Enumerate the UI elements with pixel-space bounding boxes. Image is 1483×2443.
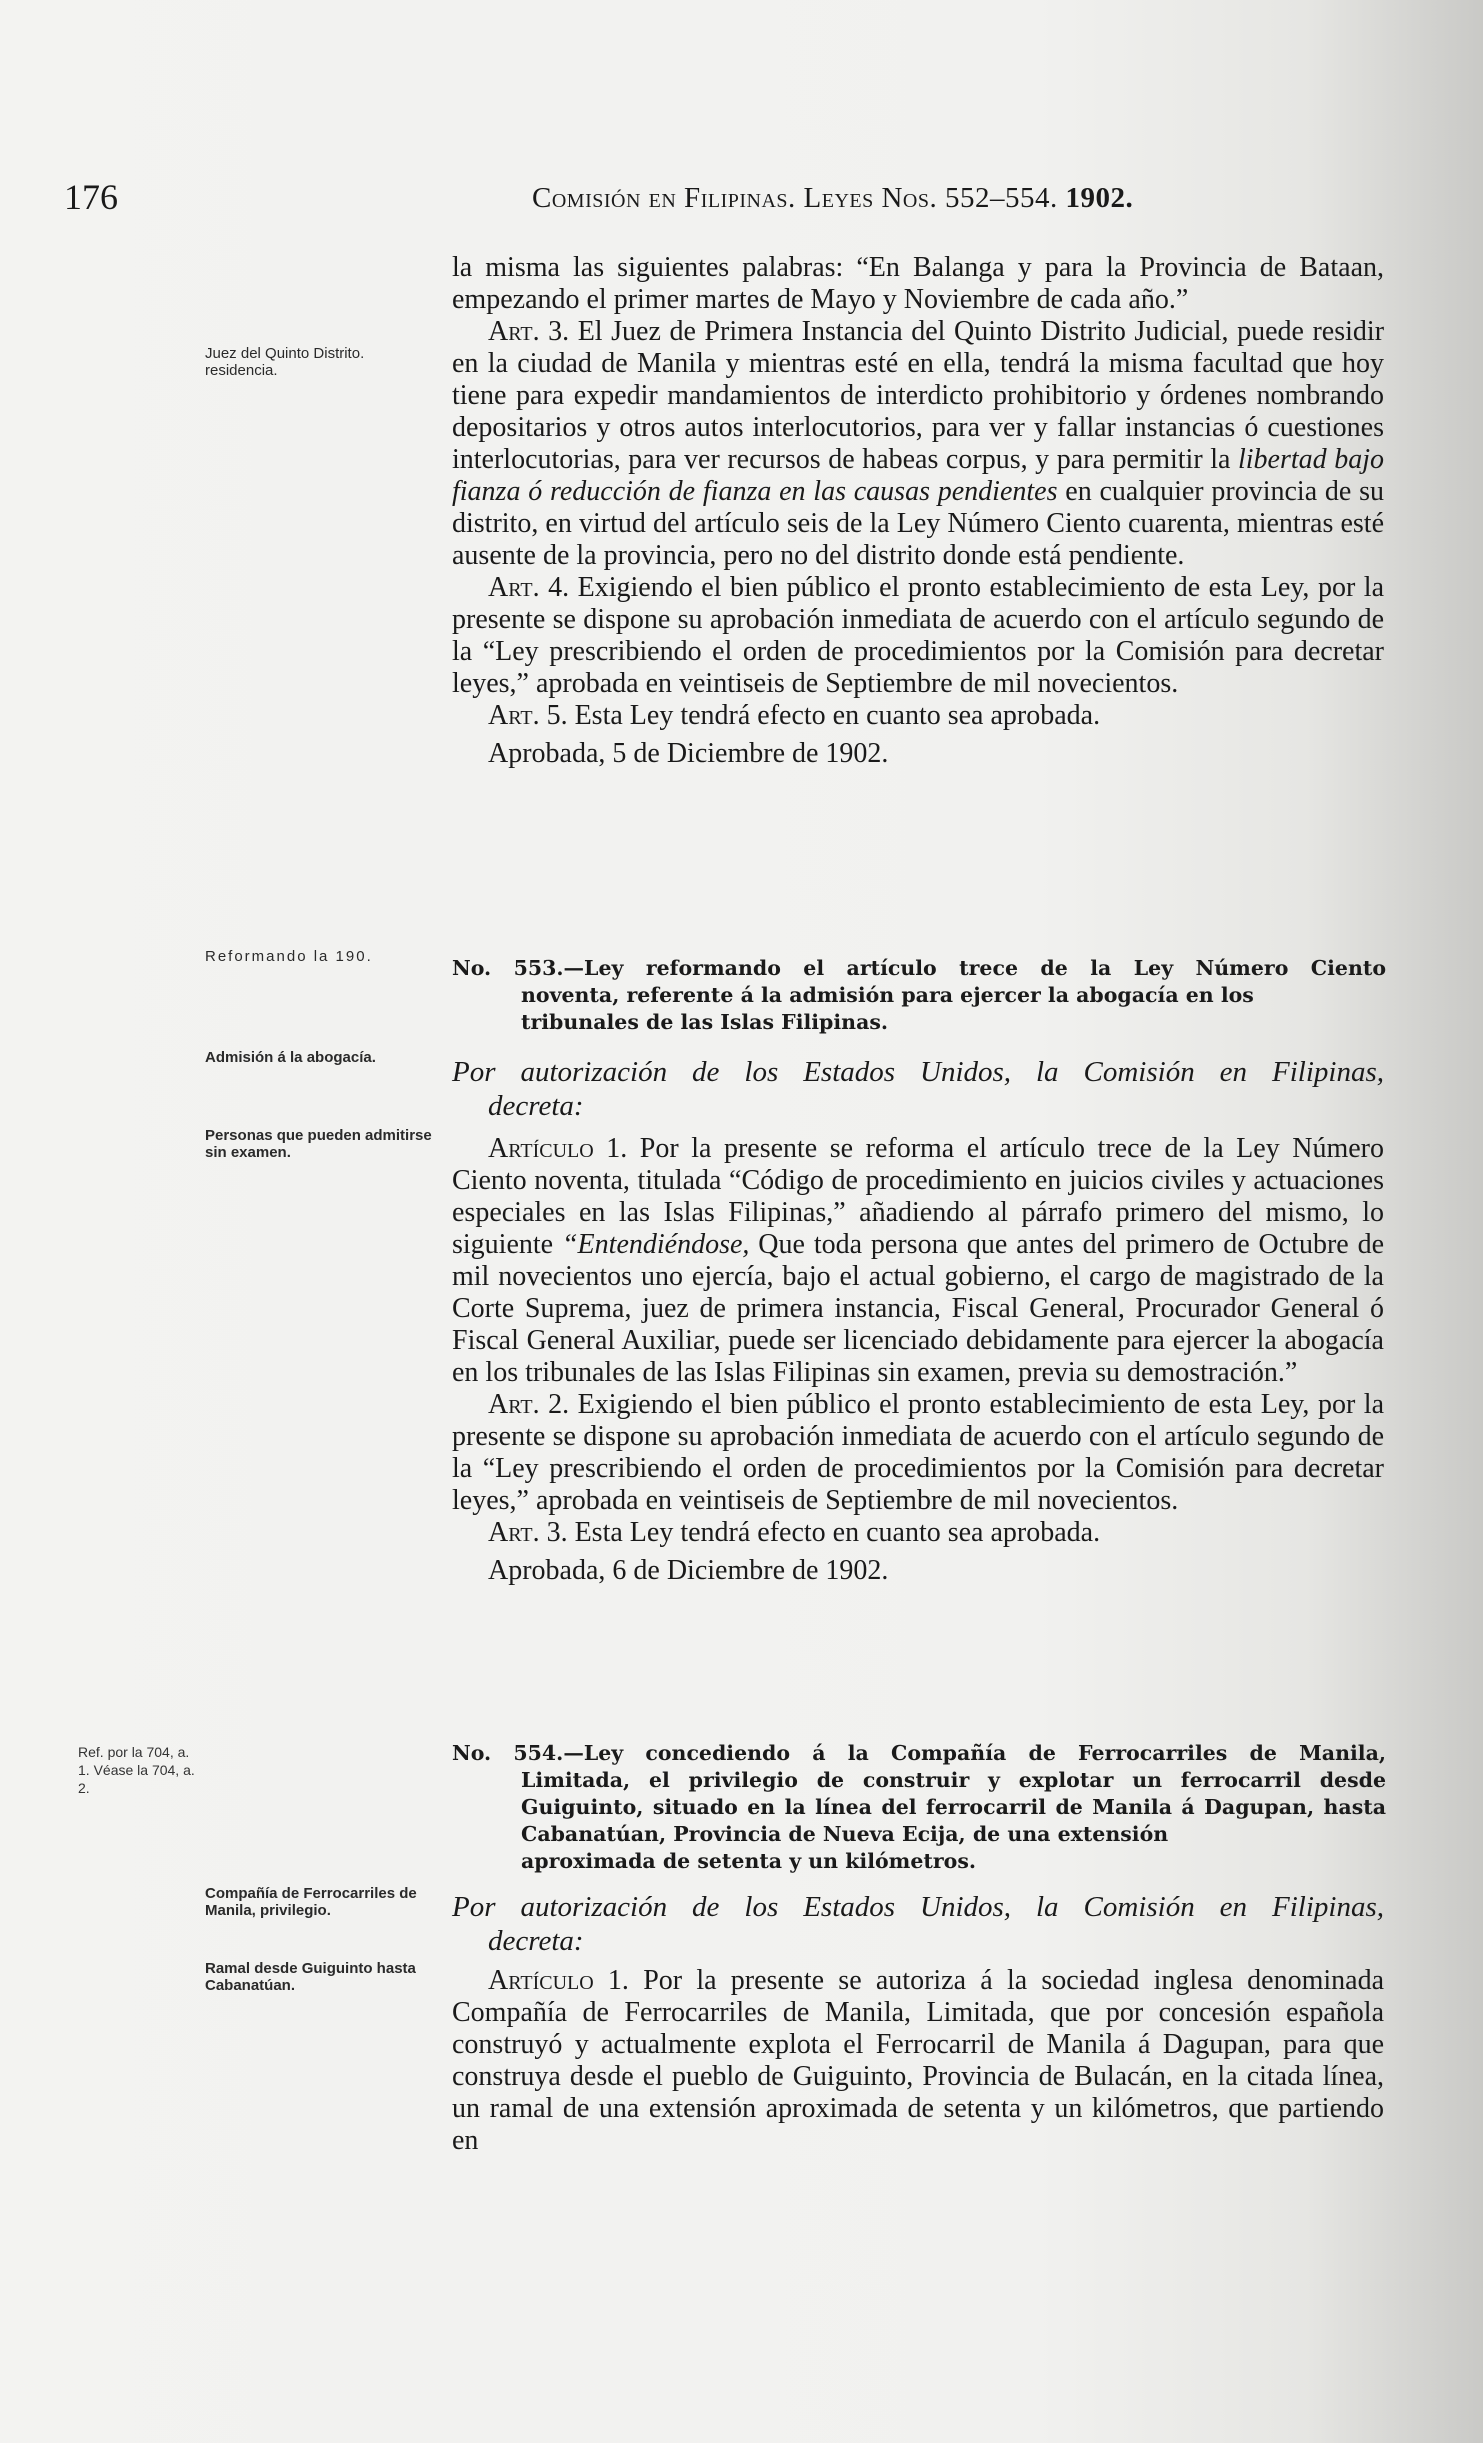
- art-label: Art. 5.: [488, 700, 568, 731]
- art-label: Art. 2.: [488, 1389, 570, 1420]
- law-553-authorization: Por autorización de los Estados Unidos, la Comisión en Filipinas, decreta:: [452, 1056, 1384, 1122]
- margin-note-juez: Juez del Quinto Distrito. residencia.: [205, 345, 365, 379]
- law-552-art-5: Art. 5. Esta Ley tendrá efecto en cuanto sea aprobada.: [488, 700, 1101, 731]
- law-553-art-3: Art. 3. Esta Ley tendrá efecto en cuanto sea aprobada.: [488, 1517, 1101, 1548]
- law-552-approved: Aprobada, 5 de Diciembre de 1902.: [488, 738, 889, 769]
- art-label: Artículo 1.: [488, 1965, 629, 1996]
- law-554-art-1: Artículo 1. Por la presente se autoriza á la sociedad inglesa denominada Compañía de Ferrocarriles de Manila, Limitada, que por concesión española construyó y actualmente explota el Ferrocarril de Manila á Dagupan, para que construya desde el pueblo de Guiguinto, Provincia de Bulacán, en la citada línea, un ramal de una extensión aproximada de setenta y un kilómetros, que partiendo en: [452, 1965, 1385, 2156]
- law-552-continuation: la misma las siguientes palabras: “En Balanga y para la Provincia de Bataan, empezando el primer martes de Mayo y Noviembre de cada año.”: [452, 252, 1384, 315]
- law-553-art-1: Artículo 1. Por la presente se reforma el artículo trece de la Ley Número Ciento noventa, titulada “Código de procedimiento en juicios civiles y actuaciones especiales en las Islas Filipinas,” añadiendo al párrafo primero del mismo, lo siguiente “Entendiéndose, Que toda persona que antes del primero de Octubre de mil novecientos uno ejercía, bajo el actual gobierno, el cargo de magistrado de la Corte Suprema, juez de primera instancia, Fiscal General, Procurador General ó Fiscal General Auxiliar, puede ser licenciado debidamente para ejercer la abogacía en los tribunales de las Islas Filipinas sin examen, previa su demostración.”: [452, 1133, 1385, 1388]
- law-552-art-3: Art. 3. El Juez de Primera Instancia del Quinto Distrito Judicial, puede residir en la ciudad de Manila y mientras esté en ella, tendrá la misma facultad que hoy tiene para expedir mandamientos de interdicto prohibitorio y órdenes nombrando depositarios y otros autos interlocutorios, para ver y fallar instancias ó cuestiones interlocutorias, para ver recursos de habeas corpus, y para permitir la libertad bajo fianza ó reducción de fianza en las causas pendientes en cualquier provincia de su distrito, en virtud del artículo seis de la Ley Número Ciento cuarenta, mientras esté ausente de la provincia, pero no del distrito donde está pendiente.: [452, 316, 1385, 571]
- law-553-approved: Aprobada, 6 de Diciembre de 1902.: [488, 1555, 889, 1586]
- margin-note-reformando: Reformando la 190.: [205, 948, 373, 965]
- margin-note-admision: Admisión á la abogacía.: [205, 1049, 376, 1066]
- running-year: 1902.: [1065, 182, 1134, 214]
- law-552-section: [452, 252, 1384, 770]
- law-553-body: [452, 1133, 1384, 1587]
- law-554-title: No. 554.—Ley concediendo á la Compañía de Ferrocarriles de Manila, Limitada, el privilegio de construir y explotar un ferrocarril desde Guiguinto, situado en la línea del ferrocarril de Manila á Dagupan, hasta Cabanatúan, Provincia de Nueva Ecija, de una extensión aproximada de setenta y un kilómetros.: [452, 1741, 1386, 1873]
- law-552-art-4: Art. 4. Exigiendo el bien público el pronto establecimiento de esta Ley, por la presente se dispone su aprobación inmediata de acuerdo con el artículo segundo de la “Ley prescribiendo el orden de procedimientos por la Comisión para decretar leyes,” aprobada en veintiseis de Septiembre de mil novecientos.: [452, 572, 1384, 699]
- margin-note-compania: Compañía de Ferrocarriles de Manila, privilegio.: [205, 1885, 417, 1919]
- art-label: Art. 3.: [488, 316, 570, 347]
- margin-note-personas: Personas que pueden admitirse sin examen.: [205, 1127, 432, 1161]
- law-554-authorization: Por autorización de los Estados Unidos, la Comisión en Filipinas, decreta:: [452, 1891, 1384, 1957]
- art-label: Art. 3.: [488, 1517, 568, 1548]
- law-553-title: No. 553.—Ley reformando el artículo trece de la Ley Número Ciento noventa, referente á la admisión para ejercer la abogacía en los tribunales de las Islas Filipinas.: [452, 956, 1386, 1034]
- art-label: Artículo 1.: [488, 1133, 628, 1164]
- margin-note-ref: Ref. por la 704, a. 1. Véase la 704, a. 2.: [78, 1744, 195, 1796]
- page-number: 176: [64, 177, 118, 217]
- running-head: [532, 182, 1133, 215]
- law-553-art-2: Art. 2. Exigiendo el bien público el pronto establecimiento de esta Ley, por la presente se dispone su aprobación inmediata de acuerdo con el artículo segundo de la “Ley prescribiendo el orden de procedimientos por la Comisión para decretar leyes,” aprobada en veintiseis de Septiembre de mil novecientos.: [452, 1389, 1384, 1516]
- running-title: Comisión en Filipinas. Leyes Nos. 552–554.: [532, 182, 1058, 214]
- margin-note-ramal: Ramal desde Guiguinto hasta Cabanatúan.: [205, 1960, 416, 1994]
- art-label: Art. 4.: [488, 572, 570, 603]
- law-554-body: [452, 1965, 1384, 2157]
